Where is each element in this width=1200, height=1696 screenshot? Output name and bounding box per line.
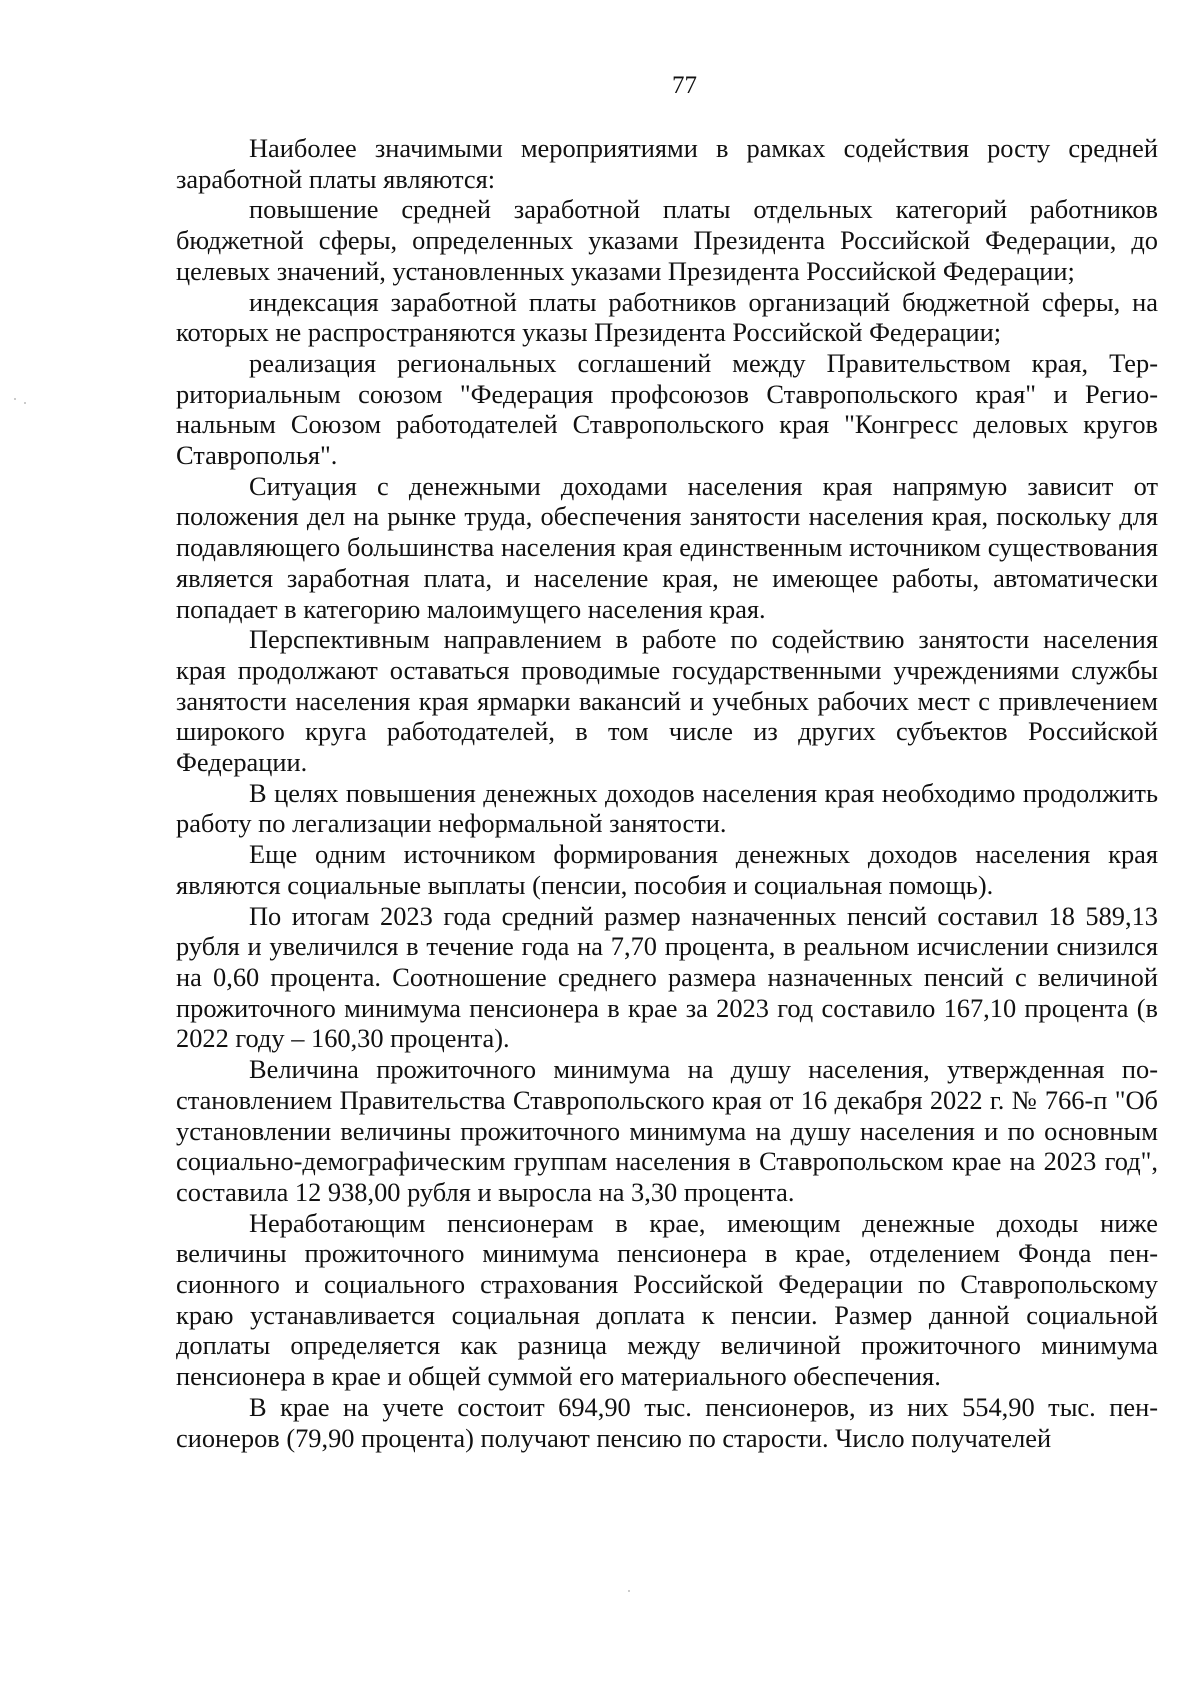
scan-speck [24,402,26,404]
body-text [176,133,1158,1453]
paragraph: Еще одним источником формирования денежных доходов населения края являются социальные выплаты (пенсии, пособия и социальная помощь). [176,839,1158,900]
paragraph: В целях повышения денежных доходов населения края необходимо продолжить работу по легализации неформальной занятости. [176,777,1158,839]
paragraph: Величина прожиточного минимума на душу населения, утвержденная постановлением Правительства Ставропольского края от 16 декабря 2022 г. № 766-п "Об установлении величины прожиточного минимума на душу населения и по основным социально-демографическим группам населения в Ставропольском крае на 2023 год", составила 12 938,00 рубля и выросла на 3,30 процента. [176,1054,1158,1207]
paragraph: Наиболее значимыми мероприятиями в рамках содействия росту средней заработной платы являются: [176,133,1158,194]
paragraph: реализация региональных соглашений между Правительством края, Территориальным союзом "Федерация профсоюзов Ставропольского края" и Региональным Союзом работодателей Ставропольского края "Конгресс деловых кругов Ставрополья". [176,347,1158,471]
paragraph: Неработающим пенсионерам в крае, имеющим денежные доходы ниже величины прожиточного минимума пенсионера в крае, отделением Фонда пенсионного и социального страхования Российской Федерации по Ставропольскому краю устанавливается социальная доплата к пенсии. Размер данной социальной доплаты определяется как разница между величиной прожиточного минимума пенсионера в крае и общей суммой его материального обеспечения. [176,1207,1158,1392]
scan-speck [14,398,16,400]
paragraph: Перспективным направлением в работе по содействию занятости населения края продолжают оставаться проводимые государственными учреждениями службы занятости населения края ярмарки вакансий и учебных рабочих мест с привлечением широкого круга работодателей, в том числе из других субъектов Российской Федерации. [176,624,1158,778]
paragraph: индексация заработной платы работников организаций бюджетной сферы, на которых не распространяются указы Президента Российской Федерации; [176,286,1158,348]
paragraph: повышение средней заработной платы отдельных категорий работников бюджетной сферы, определенных указами Президента Российской Федерации, до целевых значений, установленных указами Президента Российской Федерации; [176,194,1158,286]
paragraph: По итогам 2023 года средний размер назначенных пенсий составил 18 589,13 рубля и увеличился в течение года на 7,70 процента, в реальном исчислении снизился на 0,60 процента. Соотношение среднего размера назначенных пенсий с величиной прожиточного минимума пенсионера в крае за 2023 год составило 167,10 процента (в 2022 году – 160,30 процента). [176,900,1158,1054]
paragraph: В крае на учете состоит 694,90 тыс. пенсионеров, из них 554,90 тыс. пенсионеров (79,90 процента) получают пенсию по старости. Число получателей [176,1391,1158,1453]
scan-speck [628,1590,630,1592]
paragraph: Ситуация с денежными доходами населения края напрямую зависит от положения дел на рынке труда, обеспечения занятости населения края, поскольку для подавляющего большинства населения края единственным источником существования является заработная плата, и население края, не имеющее работы, автоматически попадает в категорию малоимущего населения края. [176,470,1158,624]
page-number: 77 [672,72,697,99]
